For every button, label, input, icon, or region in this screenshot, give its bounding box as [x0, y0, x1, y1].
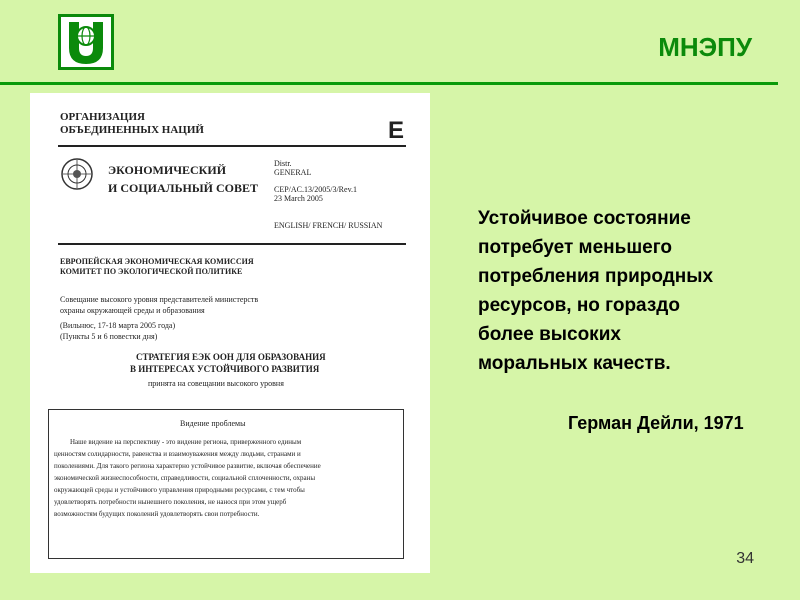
doc-org-line1: ОРГАНИЗАЦИЯ	[60, 111, 145, 123]
doc-commission: ЕВРОПЕЙСКАЯ ЭКОНОМИЧЕСКАЯ КОМИССИЯ	[60, 257, 254, 266]
doc-language-letter: E	[388, 117, 405, 144]
doc-council-line2: И СОЦИАЛЬНЫЙ СОВЕТ	[108, 181, 259, 195]
doc-date: 23 March 2005	[274, 194, 323, 203]
doc-strategy-line1: СТРАТЕГИЯ ЕЭК ООН ДЛЯ ОБРАЗОВАНИЯ	[136, 352, 326, 362]
org-title: МНЭПУ	[658, 32, 752, 62]
doc-committee: КОМИТЕТ ПО ЭКОЛОГИЧЕСКОЙ ПОЛИТИКЕ	[60, 267, 243, 276]
quote-line: потребления природных	[478, 266, 714, 287]
quote-line: ресурсов, но гораздо	[478, 295, 680, 316]
doc-meeting-line1: Совещание высокого уровня представителей министерств	[60, 295, 259, 304]
vision-line: ценностям солидарности, равенства и взаимоуважения между людьми, странами и	[54, 450, 301, 458]
scanned-document	[30, 93, 430, 573]
doc-strategy-line3: принята на совещании высокого уровня	[148, 379, 284, 388]
doc-meeting-line2: охраны окружающей среды и образования	[60, 306, 205, 315]
doc-languages: ENGLISH/ FRENCH/ RUSSIAN	[274, 221, 383, 230]
doc-strategy-line2: В ИНТЕРЕСАХ УСТОЙЧИВОГО РАЗВИТИЯ	[130, 364, 320, 374]
vision-line: Наше видение на перспективу - это видение региона, приверженного единым	[70, 438, 302, 446]
quote-line: моральных качеств.	[478, 353, 671, 374]
vision-line: удовлетворять потребности нынешнего поколения, не нанося при этом ущерб	[54, 498, 287, 506]
quote-line: более высоких	[478, 324, 621, 345]
doc-code: CEP/AC.13/2005/3/Rev.1	[274, 185, 358, 194]
vision-box	[48, 409, 404, 559]
mnepu-logo-icon	[58, 14, 114, 70]
vision-line: экономической жизнеспособности, справедливости, социальной сплоченности, охраны	[54, 474, 316, 482]
vision-title: Видение проблемы	[180, 419, 246, 428]
vision-line: возможностям будущих поколений удовлетворять свои потребности.	[54, 510, 260, 518]
vision-line: поколениями. Для такого региона характерно устойчивое развитие, включая обеспечение	[54, 462, 321, 470]
quote-text	[478, 204, 778, 378]
un-emblem-icon	[60, 157, 94, 191]
doc-top-rule	[58, 145, 406, 147]
doc-council-line1: ЭКОНОМИЧЕСКИЙ	[108, 163, 227, 177]
doc-meeting-line4: (Пункты 5 и 6 повестки дня)	[60, 332, 158, 341]
quote-line: потребует меньшего	[478, 237, 672, 258]
doc-distr: Distr.	[274, 159, 292, 168]
doc-org-line2: ОБЪЕДИНЕННЫХ НАЦИЙ	[60, 124, 204, 136]
header-divider	[0, 82, 778, 85]
vision-line: окружающей среды и устойчивого управления природными ресурсами, с тем чтобы	[54, 486, 305, 494]
doc-meeting-line3: (Вильнюс, 17-18 марта 2005 года)	[60, 321, 176, 330]
doc-general: GENERAL	[274, 168, 312, 177]
page-number: 34	[736, 550, 754, 567]
doc-mid-rule	[58, 243, 406, 245]
quote-author: Герман Дейли, 1971	[568, 413, 744, 433]
quote-line: Устойчивое состояние	[478, 208, 691, 229]
